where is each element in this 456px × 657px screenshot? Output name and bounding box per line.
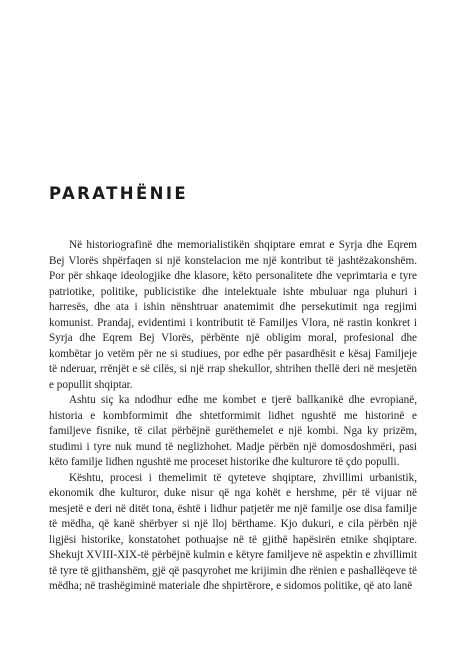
paragraph-3: Kështu, procesi i themelimit të qyteteve shqiptare, zhvillimi urbanistik, ekonomik dhe kulturor, duke nisur që nga kohët e hershme, për të vijuar në mesjetë e deri në ditët tona, është i lidhur patjetër me një familje ose disa familje të mëdha, që kanë shërbyer si një lloj bërthame. Kjo dukuri, e cila përbën një ligjësi historike, konstatohet pothuajse në të gjithë hapësirën etnike shqiptare. Shekujt XVIII-XIX-të përbëjnë kulmin e këtyre familjeve në aspektin e zhvillimit të tyre të gjithanshëm, gjë që pasqyrohet me krijimin dhe rënien e pashallëqeve të mëdha; në trashëgiminë materiale dhe shpirtërore, e sidomos politike, që ato lanë	[49, 471, 417, 592]
body-text	[49, 238, 417, 595]
chapter-heading: PARATHËNIE	[49, 184, 189, 203]
paragraph-1: Në historiografinë dhe memorialistikën shqiptare emrat e Syrja dhe Eqrem Bej Vlorës shpërfaqen si një konstelacion me një kontribut të jashtëzakonshëm. Por për shkaqe ideologjike dhe klasore, këto personalitete dhe veprimtaria e tyre patriotike, politike, publicistike dhe intelektuale ishte mbuluar nga pluhuri i harresës, dhe ata i ishin nënshtruar anatemimit dhe persekutimit nga regjimi komunist. Prandaj, evidentimi i kontributit të Familjes Vlora, në rastin konkret i Syrja dhe Eqrem Bej Vlorës, përbënte një obligim moral, profesional dhe kombëtar jo vetëm për ne si studiues, por edhe për pasardhësit e kësaj Familjeje të nderuar, rrënjët e së cilës, si një rrap shekullor, shtrihen thellë deri në mesjetën e popullit shqiptar.	[49, 239, 417, 391]
paragraph-2: Ashtu siç ka ndodhur edhe me kombet e tjerë ballkanikë dhe evropianë, historia e kombformimit dhe shtetformimit lidhet ngushtë me historinë e familjeve fisnike, të cilat përbëjnë gurëthemelet e një kombi. Nga ky prizëm, studimi i tyre nuk mund të neglizhohet. Madje përbën një domosdoshmëri, pasi këto familje lidhen ngushtë me proceset historike dhe kulturore të çdo populli.	[49, 394, 417, 468]
